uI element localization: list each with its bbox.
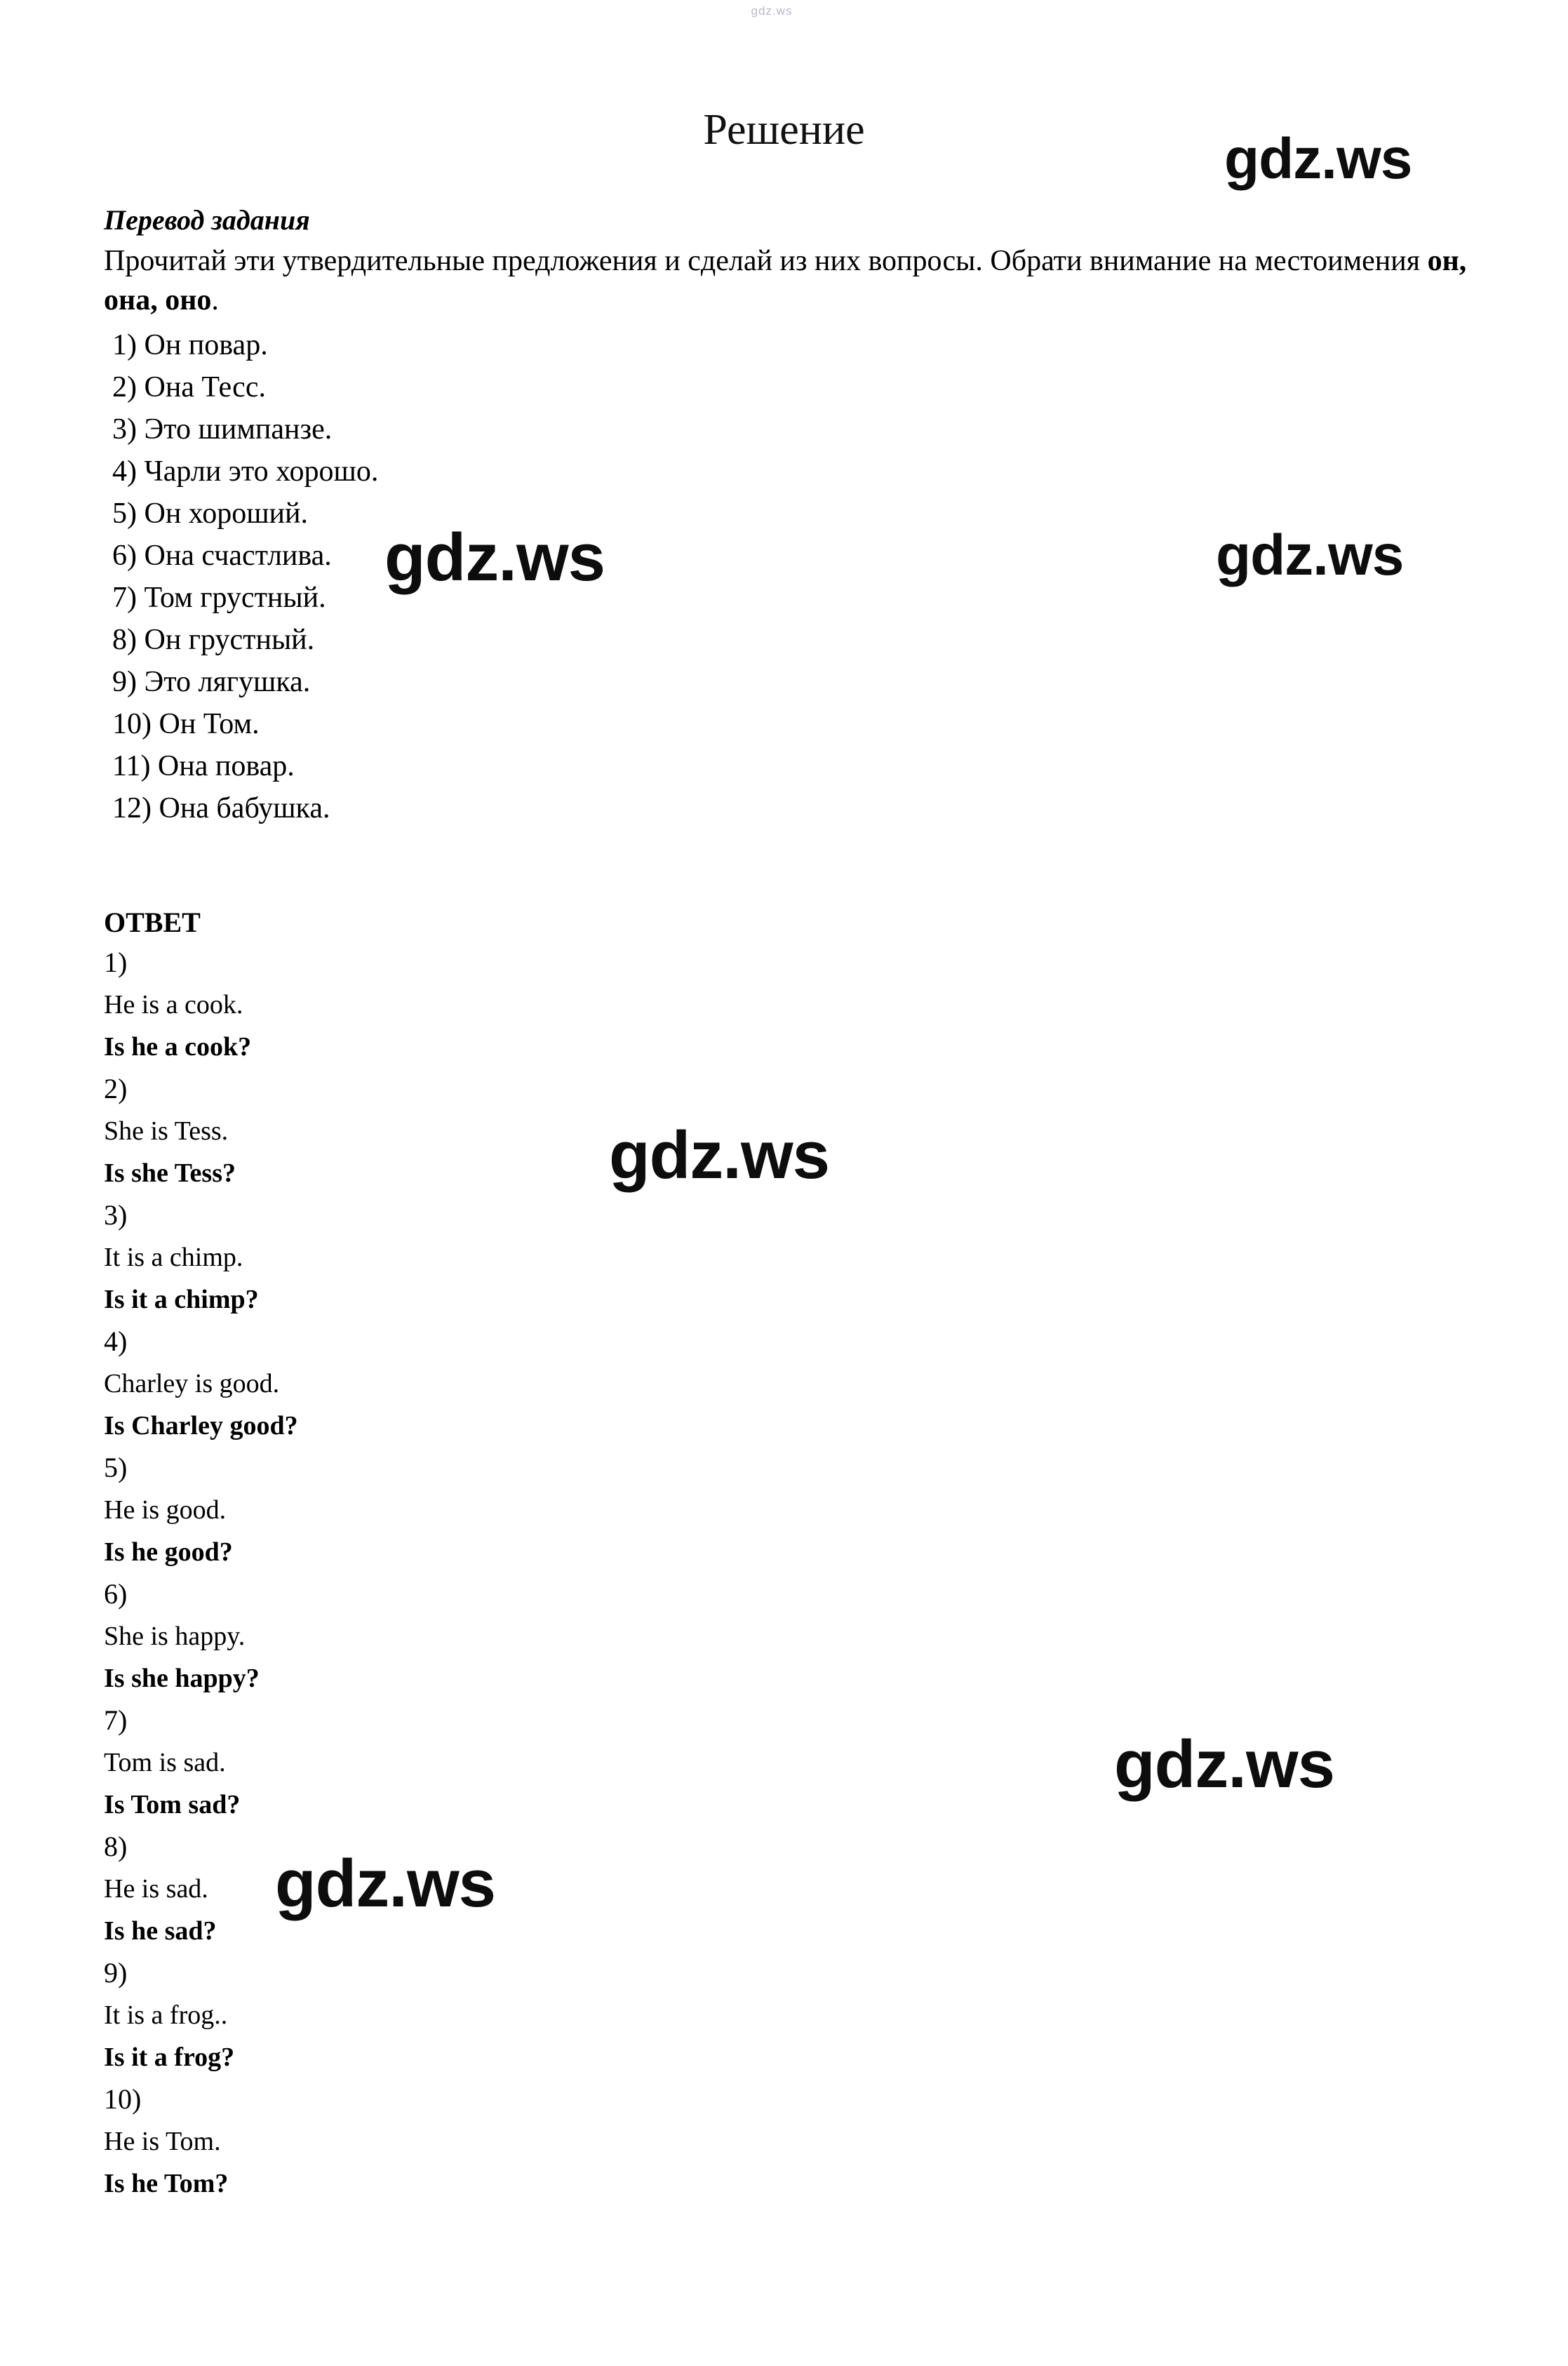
task-instruction (104, 241, 1472, 320)
watermark: gdz.ws (609, 1118, 830, 1193)
answer-number: 3) (104, 1199, 128, 1231)
answer-statement: She is happy. (104, 1622, 246, 1651)
answer-question: Is Tom sad? (104, 1790, 241, 1819)
watermark: gdz.ws (275, 1846, 496, 1921)
answer-question: Is she happy? (104, 1664, 260, 1693)
answer-number: 5) (104, 1452, 128, 1483)
answer-number: 7) (104, 1704, 128, 1736)
answer-statement: He is Tom. (104, 2127, 221, 2156)
answer-number: 10) (104, 2083, 142, 2115)
answer-statement: He is a cook. (104, 990, 243, 1020)
answer-statement: It is a chimp. (104, 1243, 243, 1272)
list-item: 10) Он Том. (112, 708, 260, 740)
answer-heading: ОТВЕТ (104, 907, 201, 938)
answer-number: 6) (104, 1578, 128, 1610)
answer-number: 2) (104, 1073, 128, 1104)
list-item: 4) Чарли это хорошо. (112, 455, 379, 488)
page-title: Решение (703, 106, 865, 154)
answer-question: Is Charley good? (104, 1411, 298, 1441)
answer-question: Is it a frog? (104, 2043, 235, 2072)
answer-question: Is he a cook? (104, 1032, 252, 1062)
list-item: 6) Она счастлива. (112, 540, 332, 572)
list-item: 2) Она Тесс. (112, 371, 266, 403)
watermark: gdz.ws (1224, 127, 1412, 191)
answer-question: Is he good? (104, 1537, 233, 1567)
list-item: 12) Она бабушка. (112, 792, 330, 824)
answer-statement: She is Tess. (104, 1116, 229, 1146)
list-item: 1) Он повар. (112, 329, 268, 361)
list-item: 9) Это лягушка. (112, 666, 311, 698)
top-watermark: gdz.ws (751, 4, 793, 18)
list-item: 3) Это шимпанзе. (112, 413, 333, 446)
answer-statement: He is good. (104, 1495, 227, 1525)
answer-statement: Tom is sad. (104, 1748, 226, 1777)
task-instruction-part1: Прочитай эти утвердительные предложения и сделай из них вопросы. Обрати внимание на местоимения (104, 245, 1428, 277)
translation-heading: Перевод задания (104, 204, 310, 236)
answer-statement: It is a frog.. (104, 2000, 228, 2030)
watermark: gdz.ws (1216, 523, 1404, 587)
answer-number: 9) (104, 1957, 128, 1989)
answer-question: Is it a chimp? (104, 1285, 259, 1314)
answer-statement: He is sad. (104, 1874, 208, 1904)
watermark: gdz.ws (1114, 1727, 1335, 1802)
answer-question: Is he Tom? (104, 2169, 229, 2198)
task-instruction-bold: он, она, оно (104, 245, 1467, 316)
answer-question: Is she Tess? (104, 1158, 236, 1188)
answer-number: 1) (104, 947, 128, 978)
answer-number: 4) (104, 1325, 128, 1357)
task-instruction-part2: . (211, 284, 219, 316)
list-item: 11) Она повар. (112, 750, 295, 782)
list-item: 5) Он хороший. (112, 497, 308, 530)
watermark: gdz.ws (384, 520, 605, 595)
answer-statement: Charley is good. (104, 1369, 280, 1398)
answer-question: Is he sad? (104, 1916, 217, 1946)
list-item: 7) Том грустный. (112, 582, 326, 614)
list-item: 8) Он грустный. (112, 624, 315, 656)
answer-number: 8) (104, 1831, 128, 1862)
